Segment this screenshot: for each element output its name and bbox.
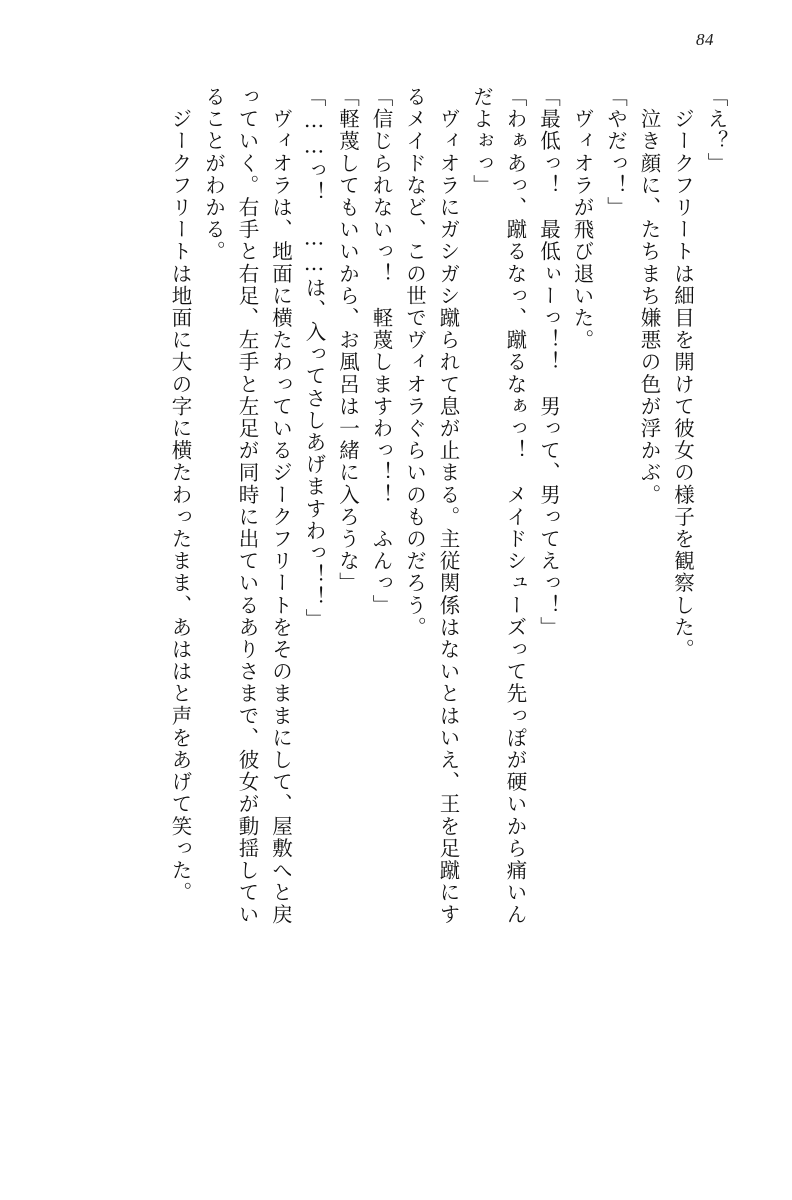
- text-column: ジークフリートは地面に大の字に横たわったまま、あははと声をあげて笑った。: [168, 86, 192, 904]
- vertical-text-block: [60, 86, 726, 1116]
- text-column: 「え？」: [704, 86, 728, 175]
- text-column: ヴィオラが飛び退いた。: [570, 86, 594, 352]
- text-column: 「やだっ！」: [603, 86, 628, 219]
- text-column: 泣き顔に、たちまち嫌悪の色が浮かぶ。: [637, 86, 661, 506]
- text-column: るメイドなど、この世でヴィオラぐらいのものだろう。: [402, 86, 427, 639]
- text-column: ることがわかる。: [201, 86, 226, 263]
- text-column: 「軽蔑してもいいから、お風呂は一緒に入ろうな」: [335, 86, 360, 595]
- text-column: 「最低っ！ 最低ぃーっ！！ 男って、男ってえっ！」: [536, 86, 561, 639]
- text-column: ヴィオラは、地面に横たわっているジークフリートをそのままにして、屋敷へと戻: [268, 86, 293, 926]
- text-column: ヴィオラにガシガシ蹴られて息が止まる。主従関係はないとはいえ、王を足蹴にす: [436, 86, 460, 926]
- page-number: 84: [696, 30, 714, 49]
- text-column: 「わぁあっ、蹴るなっ、蹴るなぁっ！ メイドシューズって先っぽが硬いから痛いん: [503, 86, 527, 926]
- text-column: だよぉっ」: [469, 86, 494, 197]
- text-column: っていく。右手と右足、左手と左足が同時に出ているありさまで、彼女が動揺してい: [235, 86, 259, 926]
- text-column: 「……っ！ ……は、入ってさしあげますわっ！！」: [302, 86, 326, 631]
- text-column: ジークフリートは細目を開けて彼女の様子を観察した。: [670, 86, 695, 661]
- text-column: 「信じられないっ！ 軽蔑しますわっ！！ ふんっ」: [369, 86, 393, 617]
